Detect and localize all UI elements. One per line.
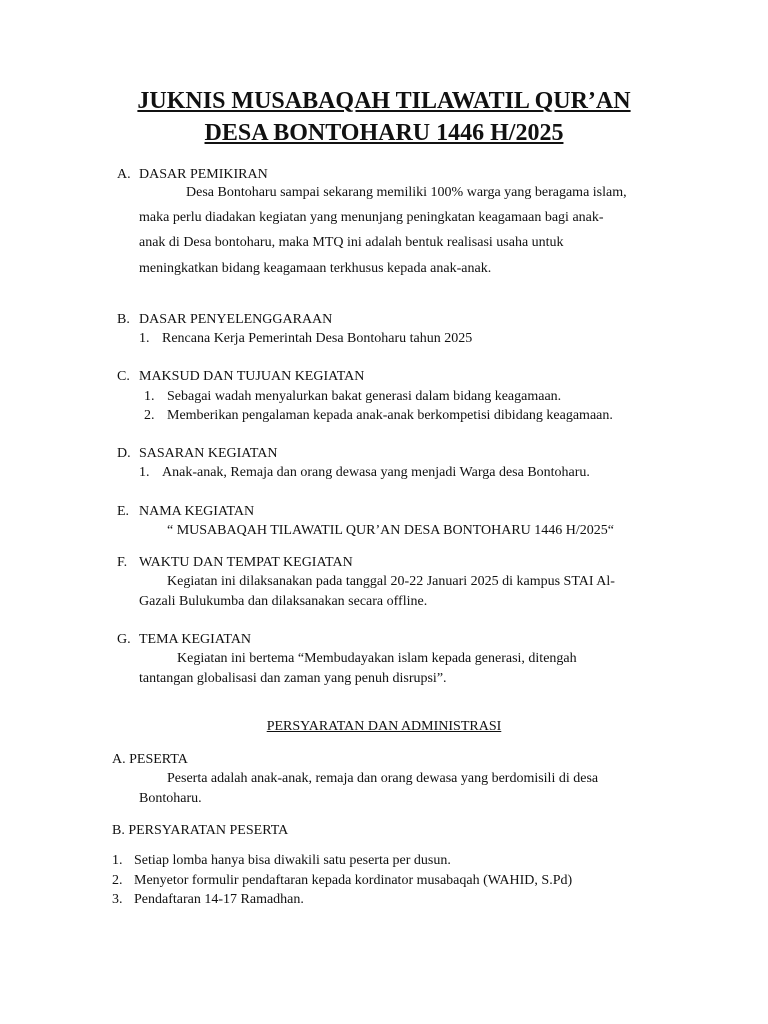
persyaratan-item-3-number: 3. — [112, 892, 123, 907]
section-a-line-2: maka perlu diadakan kegiatan yang menunjang peningkatan keagamaan bagi anak- — [139, 210, 604, 225]
section-f-line-2: Gazali Bulukumba dan dilaksanakan secara offline. — [139, 594, 428, 609]
section-e-heading: NAMA KEGIATAN — [139, 504, 255, 519]
section-a-line-3: anak di Desa bontoharu, maka MTQ ini adalah bentuk realisasi usaha untuk — [139, 235, 564, 250]
persyaratan-heading: B. PERSYARATAN PESERTA — [112, 823, 289, 838]
section-c-item-1-number: 1. — [144, 389, 155, 404]
section-c-item-2: Memberikan pengalaman kepada anak-anak berkompetisi dibidang keagamaan. — [167, 408, 613, 423]
section-d-marker: D. — [117, 446, 131, 461]
section-d-item-1: Anak-anak, Remaja dan orang dewasa yang menjadi Warga desa Bontoharu. — [162, 465, 590, 480]
peserta-line-2: Bontoharu. — [139, 791, 202, 806]
section-f-marker: F. — [117, 555, 128, 570]
peserta-heading: A. PESERTA — [112, 752, 188, 767]
persyaratan-item-1-number: 1. — [112, 853, 123, 868]
section-a-marker: A. — [117, 167, 131, 182]
persyaratan-item-2-number: 2. — [112, 873, 123, 888]
section-c-marker: C. — [117, 369, 130, 384]
section-b-marker: B. — [117, 312, 130, 327]
section-b-item-1: Rencana Kerja Pemerintah Desa Bontoharu tahun 2025 — [162, 331, 473, 346]
section-a-heading: DASAR PEMIKIRAN — [139, 167, 268, 182]
section-f-line-1: Kegiatan ini dilaksanakan pada tanggal 20-22 Januari 2025 di kampus STAI Al- — [167, 574, 615, 589]
section-b-item-1-number: 1. — [139, 331, 150, 346]
section-g-marker: G. — [117, 632, 131, 647]
section-d-item-1-number: 1. — [139, 465, 150, 480]
section-g-line-1: Kegiatan ini bertema “Membudayakan islam kepada generasi, ditengah — [177, 651, 577, 666]
section-b-heading: DASAR PENYELENGGARAAN — [139, 312, 333, 327]
section-d-heading: SASARAN KEGIATAN — [139, 446, 278, 461]
section-g-heading: TEMA KEGIATAN — [139, 632, 252, 647]
section-g-line-2: tantangan globalisasi dan zaman yang penuh disrupsi”. — [139, 671, 447, 686]
section-e-text: “ MUSABAQAH TILAWATIL QUR’AN DESA BONTOHARU 1446 H/2025“ — [167, 523, 614, 538]
persyaratan-item-2: Menyetor formulir pendaftaran kepada kordinator musabaqah (WAHID, S.Pd) — [134, 873, 573, 888]
section-f-heading: WAKTU DAN TEMPAT KEGIATAN — [139, 555, 353, 570]
persyaratan-item-1: Setiap lomba hanya bisa diwakili satu peserta per dusun. — [134, 853, 451, 868]
document-title-line-2: DESA BONTOHARU 1446 H/2025 — [204, 120, 564, 146]
requirements-heading: PERSYARATAN DAN ADMINISTRASI — [266, 719, 502, 734]
peserta-line-1: Peserta adalah anak-anak, remaja dan orang dewasa yang berdomisili di desa — [167, 771, 599, 786]
document-title-line-1: JUKNIS MUSABAQAH TILAWATIL QUR’AN — [137, 88, 631, 114]
persyaratan-item-3: Pendaftaran 14-17 Ramadhan. — [134, 892, 304, 907]
section-a-line-1: Desa Bontoharu sampai sekarang memiliki 100% warga yang beragama islam, — [186, 185, 627, 200]
section-a-line-4: meningkatkan bidang keagamaan terkhusus kepada anak-anak. — [139, 261, 492, 276]
section-c-item-1: Sebagai wadah menyalurkan bakat generasi dalam bidang keagamaan. — [167, 389, 562, 404]
section-c-item-2-number: 2. — [144, 408, 155, 423]
section-c-heading: MAKSUD DAN TUJUAN KEGIATAN — [139, 369, 365, 384]
section-e-marker: E. — [117, 504, 130, 519]
